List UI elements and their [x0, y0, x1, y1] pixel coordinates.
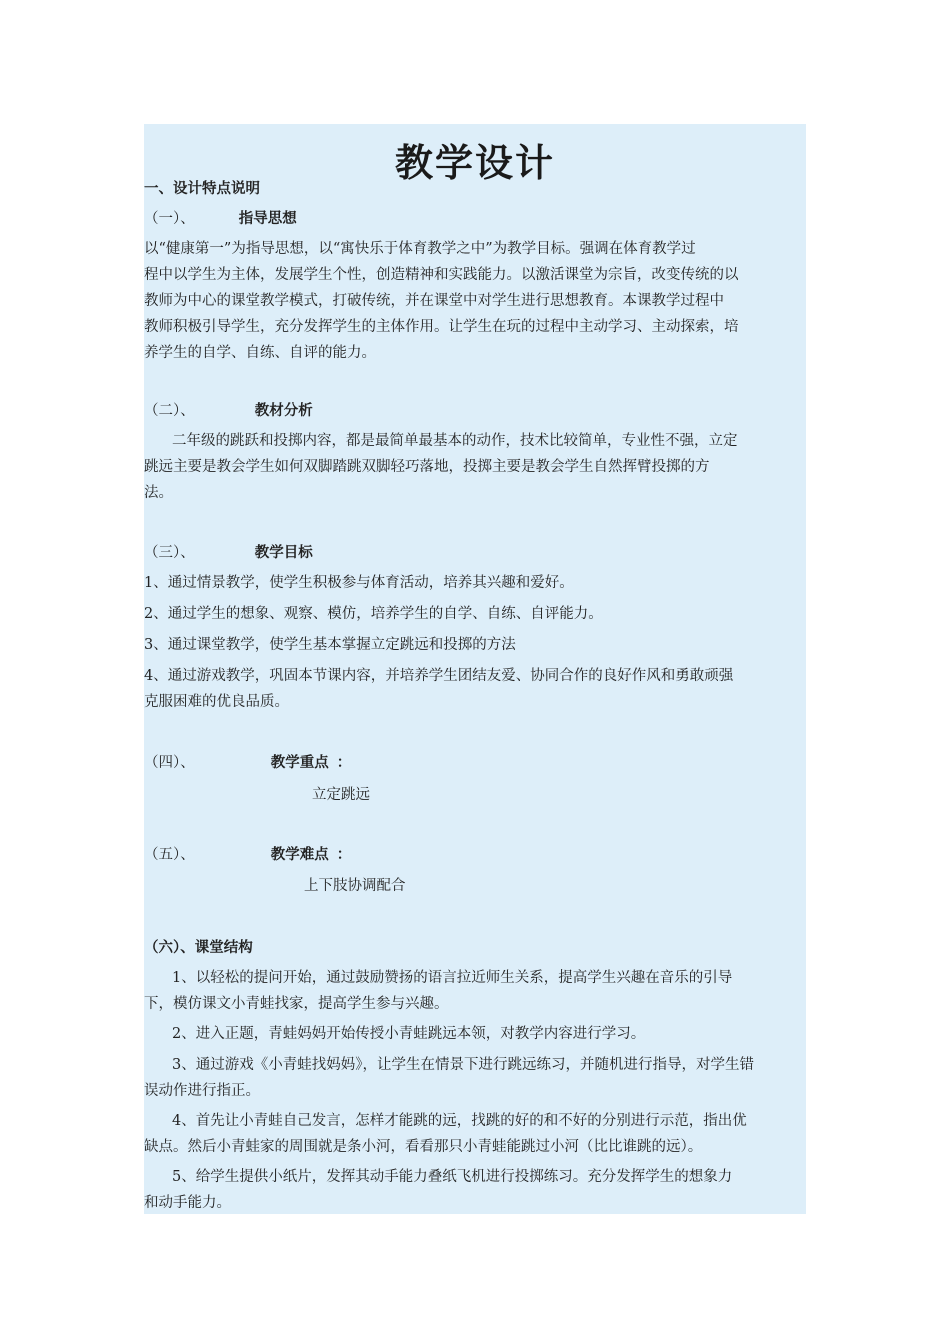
subheading-label: 指导思想 — [238, 210, 297, 227]
text-line: 5、给学生提供小纸片，发挥其动手能力叠纸飞机进行投掷练习。充分发挥学生的想象力 — [172, 1169, 733, 1185]
key-point-value: 立定跳远 — [312, 787, 370, 803]
subheading-label: 教学重点 — [270, 754, 329, 771]
goal-item: 3、通过课堂教学，使学生基本掌握立定跳远和投掷的方法 — [144, 637, 516, 653]
subheading-2 — [144, 398, 313, 424]
paragraph-guiding-idea — [144, 236, 806, 366]
text-line: 教师积极引导学生，充分发挥学生的主体作用。让学生在玩的过程中主动学习、主动探索，培 — [144, 319, 739, 335]
subheading-number: （四）、 — [144, 755, 195, 771]
text-line: 以“健康第一”为指导思想，以“寓快乐于体育教学之中”为教学目标。强调在体育教学过 — [144, 241, 696, 257]
text-line: 误动作进行指正。 — [144, 1083, 260, 1099]
page-title: 教学设计 — [394, 140, 555, 185]
goal-item — [144, 663, 806, 715]
text-line: 程中以学生为主体，发展学生个性，创造精神和实践能力。以激活课堂为宗旨，改变传统的以 — [144, 267, 739, 283]
text-line: 教师为中心的课堂教学模式，打破传统，并在课堂中对学生进行思想教育。本课教学过程中 — [144, 293, 724, 309]
subheading-number: （五）、 — [144, 847, 195, 863]
subheading-number: （一）、 — [144, 211, 195, 227]
structure-item — [144, 1021, 806, 1047]
subheading-4 — [144, 750, 351, 776]
subheading-5 — [144, 842, 351, 868]
text-line: 克服困难的优良品质。 — [144, 694, 289, 710]
text-line: 4、通过游戏教学，巩固本节课内容，并培养学生团结友爱、协同合作的良好作风和勇敢顽强 — [144, 668, 734, 684]
section-heading: 一、设计特点说明 — [144, 180, 260, 197]
subheading-6: （六）、课堂结构 — [144, 939, 253, 956]
text-line: 下，模仿课文小青蛙找家，提高学生参与兴趣。 — [144, 996, 449, 1012]
text-line: 缺点。然后小青蛙家的周围就是条小河，看看那只小青蛙能跳过小河（比比谁跳的远）。 — [144, 1139, 703, 1155]
goal-item: 1、通过情景教学，使学生积极参与体育活动，培养其兴趣和爱好。 — [144, 575, 574, 591]
text-line: 4、首先让小青蛙自己发言，怎样才能跳的远，找跳的好的和不好的分别进行示范，指出优 — [172, 1113, 747, 1129]
subheading-number: （二）、 — [144, 403, 195, 419]
structure-item — [144, 1108, 806, 1160]
document-page — [144, 124, 806, 1214]
text-line: 养学生的自学、自练、自评的能力。 — [144, 345, 376, 361]
structure-item — [144, 1164, 806, 1216]
paragraph-material-analysis — [144, 428, 806, 506]
subheading-colon: ： — [336, 754, 352, 771]
goal-item: 2、通过学生的想象、观察、模仿，培养学生的自学、自练、自评能力。 — [144, 606, 603, 622]
text-line: 和动手能力。 — [144, 1195, 231, 1211]
subheading-colon: ： — [336, 846, 352, 863]
subheading-1 — [144, 206, 297, 232]
subheading-3 — [144, 540, 313, 566]
difficulty-value: 上下肢协调配合 — [304, 878, 406, 894]
subheading-label: 教学难点 — [270, 846, 329, 863]
text-line: 法。 — [144, 485, 173, 501]
text-line: 跳远主要是教会学生如何双脚踏跳双脚轻巧落地，投掷主要是教会学生自然挥臂投掷的方 — [144, 459, 710, 475]
structure-item — [144, 1052, 806, 1104]
text-line: 3、通过游戏《小青蛙找妈妈》，让学生在情景下进行跳远练习，并随机进行指导，对学生错 — [172, 1057, 754, 1073]
subheading-label: 教材分析 — [254, 402, 313, 419]
text-line: 二年级的跳跃和投掷内容，都是最简单最基本的动作，技术比较简单，专业性不强，立定 — [172, 433, 738, 449]
structure-item — [144, 965, 806, 1017]
text-line: 1、以轻松的提问开始，通过鼓励赞扬的语言拉近师生关系，提高学生兴趣在音乐的引导 — [172, 970, 733, 986]
subheading-number: （三）、 — [144, 545, 195, 561]
subheading-label: 教学目标 — [254, 544, 313, 561]
text-line: 2、进入正题，青蛙妈妈开始传授小青蛙跳远本领，对教学内容进行学习。 — [172, 1026, 646, 1042]
